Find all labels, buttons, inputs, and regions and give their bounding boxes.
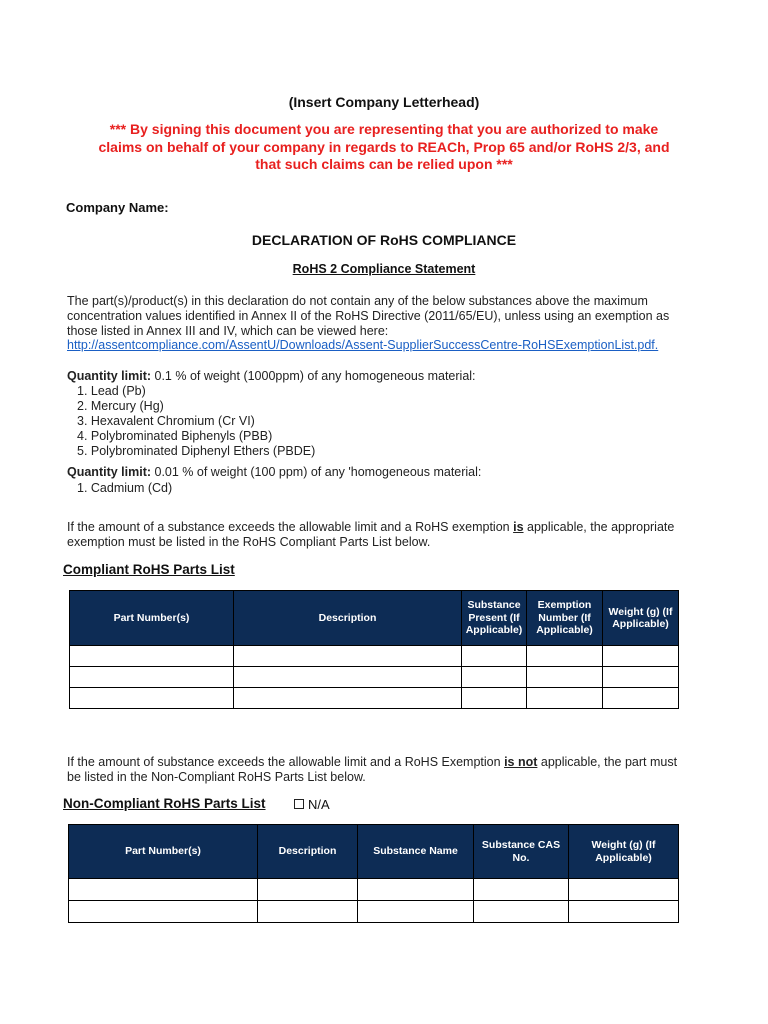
table-cell[interactable]: [527, 646, 603, 667]
table-row: [69, 901, 679, 923]
column-header: Substance CAS No.: [474, 825, 569, 879]
quantity-limit-label: Quantity limit:: [67, 465, 152, 479]
table-header-row: [70, 591, 679, 646]
table-cell[interactable]: [603, 646, 679, 667]
compliance-statement-subtitle: [0, 262, 768, 276]
quantity-limit-1: [67, 369, 476, 383]
emphasis-is: is: [513, 520, 524, 534]
table-row: [70, 667, 679, 688]
substance-list-1: [77, 384, 315, 459]
column-header: Substance Name: [358, 825, 474, 879]
table-cell[interactable]: [69, 879, 258, 901]
table-cell[interactable]: [358, 879, 474, 901]
warning-line: that such claims can be relied upon ***: [255, 156, 513, 172]
authorization-warning: [84, 121, 684, 174]
table-cell[interactable]: [603, 667, 679, 688]
table-cell[interactable]: [358, 901, 474, 923]
table-cell[interactable]: [474, 901, 569, 923]
exemption-paragraph: [67, 520, 692, 550]
warning-line: *** By signing this document you are representing that you are authorized to make: [109, 121, 659, 137]
exemption-list-link[interactable]: http://assentcompliance.com/AssentU/Downloads/Assent-SupplierSuccessCentre-RoHSExemptionList.pdf.: [67, 338, 659, 353]
table-cell[interactable]: [70, 667, 234, 688]
declaration-title: DECLARATION OF RoHS COMPLIANCE: [251, 232, 517, 248]
noncompliant-parts-table: [68, 824, 679, 923]
table-cell[interactable]: [462, 667, 527, 688]
column-header: Part Number(s): [70, 591, 234, 646]
subtitle-text: RoHS 2 Compliance Statement: [292, 262, 476, 276]
warning-line: claims on behalf of your company in regards to REACh, Prop 65 and/or RoHS 2/3, and: [98, 138, 670, 155]
table-cell[interactable]: [474, 879, 569, 901]
quantity-limit-label: Quantity limit:: [67, 369, 152, 383]
exemption-line-1: [67, 520, 692, 535]
list-item: 4. Polybrominated Biphenyls (PBB): [77, 429, 273, 443]
table-cell[interactable]: [569, 879, 679, 901]
na-option[interactable]: [294, 797, 330, 812]
table-cell[interactable]: [603, 688, 679, 709]
checkbox-icon[interactable]: [294, 799, 304, 809]
table-cell[interactable]: [462, 646, 527, 667]
noncompliant-paragraph: [67, 755, 692, 785]
intro-paragraph: [67, 294, 692, 353]
letterhead-placeholder: (Insert Company Letterhead): [288, 94, 480, 110]
compliant-parts-heading: Compliant RoHS Parts List: [63, 562, 235, 577]
quantity-limit-2: [67, 465, 481, 479]
noncompliant-line-1: [67, 755, 692, 770]
text-segment: If the amount of substance exceeds the allowable limit and a RoHS Exemption: [67, 755, 505, 769]
table-cell[interactable]: [462, 688, 527, 709]
table-cell[interactable]: [234, 667, 462, 688]
table-cell[interactable]: [258, 901, 358, 923]
text-segment: applicable, the appropriate: [523, 520, 675, 534]
intro-line: those listed in Annex III and IV, which can be viewed here:: [67, 323, 389, 338]
quantity-limit-text: 0.01 % of weight (100 ppm) of any 'homogeneous material:: [151, 465, 482, 479]
intro-line: concentration values identified in Annex II of the RoHS Directive (2011/65/EU), unless using an exemption as: [67, 308, 670, 323]
table-cell[interactable]: [527, 667, 603, 688]
noncompliant-parts-heading: Non-Compliant RoHS Parts List: [63, 796, 266, 811]
list-item: 1. Lead (Pb): [77, 384, 146, 398]
exemption-line-2: exemption must be listed in the RoHS Compliant Parts List below.: [67, 534, 431, 549]
column-header: Weight (g) (If Applicable): [569, 825, 679, 879]
table-cell[interactable]: [234, 646, 462, 667]
table-cell[interactable]: [569, 901, 679, 923]
table-row: [70, 646, 679, 667]
quantity-limit-text: 0.1 % of weight (1000ppm) of any homogeneous material:: [151, 369, 476, 383]
company-name-label: Company Name:: [66, 200, 169, 215]
table-cell[interactable]: [70, 688, 234, 709]
table-cell[interactable]: [234, 688, 462, 709]
table-header-row: [69, 825, 679, 879]
substance-list-2: [77, 481, 172, 496]
column-header: Part Number(s): [69, 825, 258, 879]
table-row: [70, 688, 679, 709]
list-item: 3. Hexavalent Chromium (Cr VI): [77, 414, 255, 428]
column-header: Weight (g) (If Applicable): [603, 591, 679, 646]
table-cell[interactable]: [70, 646, 234, 667]
list-item: 2. Mercury (Hg): [77, 399, 164, 413]
noncompliant-line-2: be listed in the Non-Compliant RoHS Parts List below.: [67, 769, 366, 784]
table-row: [69, 879, 679, 901]
emphasis-is-not: is not: [504, 755, 538, 769]
column-header: Exemption Number (If Applicable): [527, 591, 603, 646]
column-header: Description: [258, 825, 358, 879]
na-label: N/A: [308, 797, 330, 812]
column-header: Description: [234, 591, 462, 646]
table-cell[interactable]: [69, 901, 258, 923]
text-segment: If the amount of a substance exceeds the allowable limit and a RoHS exemption: [67, 520, 514, 534]
list-item: 5. Polybrominated Diphenyl Ethers (PBDE): [77, 444, 316, 458]
compliant-parts-table: [69, 590, 679, 709]
column-header: Substance Present (If Applicable): [462, 591, 527, 646]
table-cell[interactable]: [258, 879, 358, 901]
intro-line: The part(s)/product(s) in this declaration do not contain any of the below substances above the maximum: [67, 294, 648, 308]
list-item: 1. Cadmium (Cd): [77, 481, 173, 495]
text-segment: applicable, the part must: [537, 755, 678, 769]
table-cell[interactable]: [527, 688, 603, 709]
